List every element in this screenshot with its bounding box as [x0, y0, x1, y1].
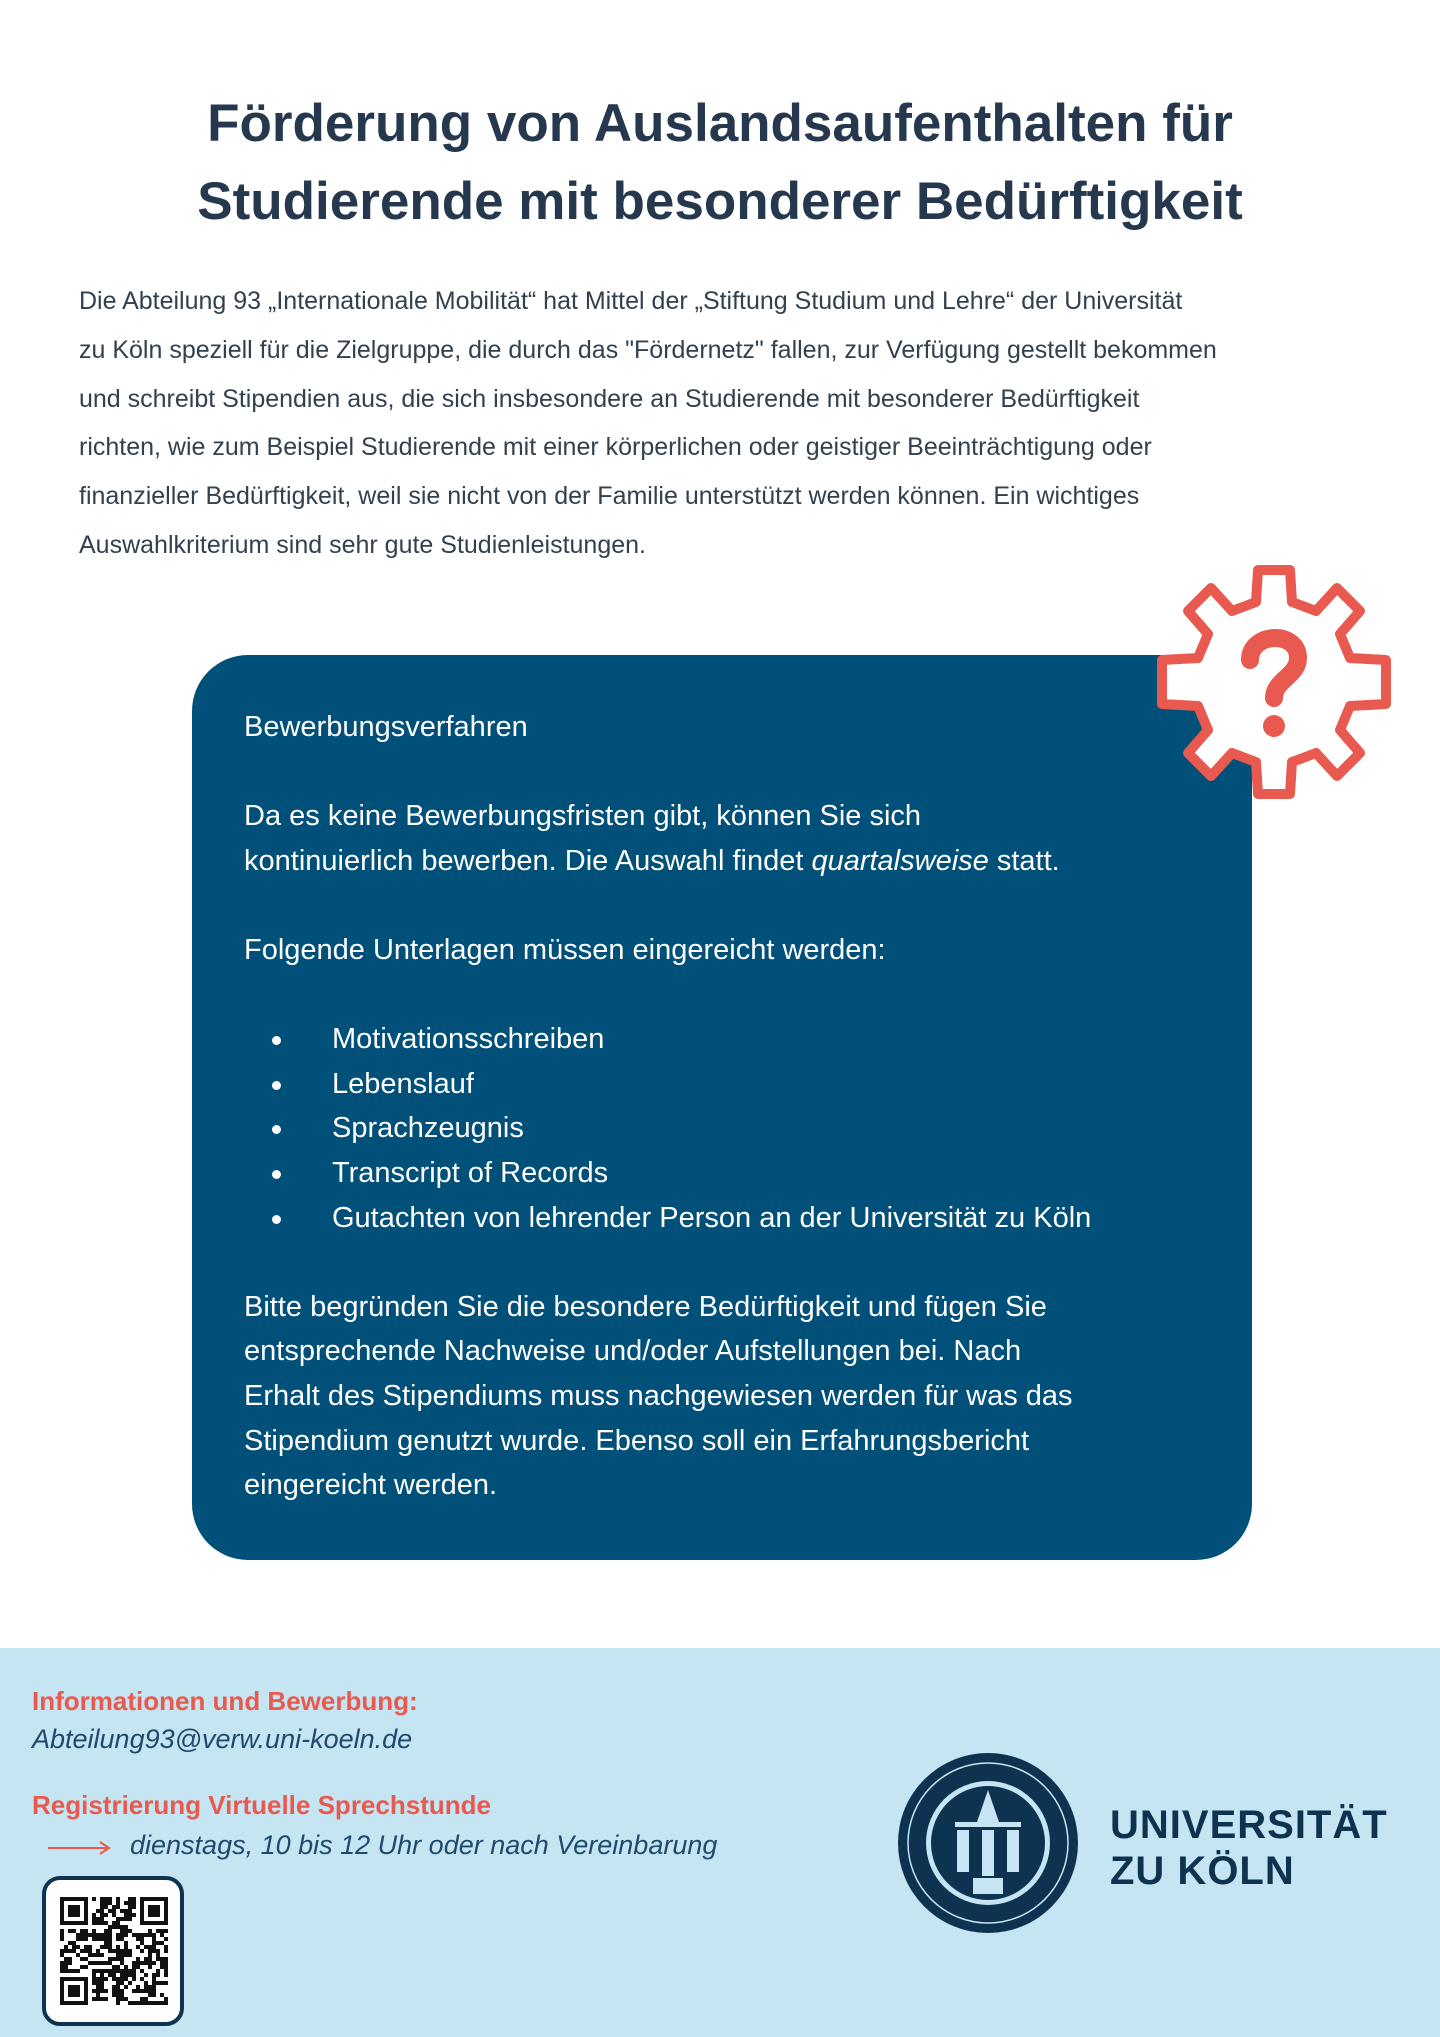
consultation-time: dienstags, 10 bis 12 Uhr oder nach Vereinbarung: [130, 1830, 718, 1860]
closing-line-1: Bitte begründen Sie die besondere Bedürftigkeit und fügen Sie: [244, 1290, 1047, 1323]
intro-line-2: zu Köln speziell für die Zielgruppe, die durch das "Fördernetz" fallen, zur Verfügung gestellt bekommen: [79, 335, 1217, 364]
title-line-1: Förderung von Auslandsaufenthalten für: [207, 94, 1233, 153]
university-wordmark: [1110, 1802, 1410, 1894]
footer: [0, 1648, 1440, 2037]
university-line-1: UNIVERSITÄT: [1110, 1803, 1388, 1847]
deadline-line-2-end: statt.: [988, 844, 1060, 877]
list-item: Lebenslauf: [244, 1062, 1200, 1107]
page-title: [100, 85, 1340, 241]
list-item: Sprachzeugnis: [244, 1106, 1200, 1151]
intro-line-6: Auswahlkriterium sind sehr gute Studienleistungen.: [79, 530, 646, 559]
gear-question-icon: [1152, 560, 1396, 804]
arrow-right-icon: [48, 1840, 112, 1856]
deadline-line-1: Da es keine Bewerbungsfristen gibt, können Sie sich: [244, 800, 922, 833]
consultation-label: Registrierung Virtuelle Sprechstunde: [32, 1790, 491, 1820]
intro-paragraph: [79, 277, 1361, 570]
documents-list: [244, 1017, 1200, 1240]
intro-line-4: richten, wie zum Beispiel Studierende mit einer körperlichen oder geistiger Beeinträchtigung oder: [79, 433, 1152, 462]
intro-line-5: finanzieller Bedürftigkeit, weil sie nicht von der Familie unterstützt werden können. Ein wichtiges: [79, 482, 1140, 511]
qr-code-icon: [60, 1897, 168, 2005]
qr-code[interactable]: [42, 1876, 184, 2026]
closing-line-2: entsprechende Nachweise und/oder Aufstellungen bei. Nach: [244, 1335, 1022, 1368]
intro-line-3: und schreibt Stipendien aus, die sich insbesondere an Studierende mit besonderer Bedürftigkeit: [79, 384, 1140, 413]
closing-line-4: Stipendium genutzt wurde. Ebenso soll ein Erfahrungsbericht: [244, 1424, 1030, 1457]
deadline-line-2-start: kontinuierlich bewerben. Die Auswahl findet: [244, 844, 812, 877]
contact-label: Informationen und Bewerbung:: [32, 1686, 418, 1716]
contact-email[interactable]: Abteilung93@verw.uni-koeln.de: [32, 1724, 413, 1754]
procedure-heading: Bewerbungsverfahren: [244, 711, 528, 743]
application-procedure-box: [192, 655, 1252, 1560]
university-line-2: ZU KÖLN: [1110, 1849, 1295, 1893]
documents-intro: Folgende Unterlagen müssen eingereicht werden:: [244, 933, 886, 966]
title-line-2: Studierende mit besonderer Bedürftigkeit: [197, 172, 1243, 231]
list-item: Transcript of Records: [244, 1151, 1200, 1196]
closing-text: [244, 1285, 1200, 1508]
closing-line-3: Erhalt des Stipendiums muss nachgewiesen werden für was das: [244, 1379, 1073, 1412]
deadline-text: [244, 794, 1200, 883]
deadline-emphasis: quartalsweise: [811, 844, 989, 877]
university-seal-icon: [895, 1750, 1081, 1936]
list-item: Gutachten von lehrender Person an der Universität zu Köln: [244, 1196, 1200, 1241]
closing-line-5: eingereicht werden.: [244, 1469, 498, 1502]
intro-line-1: Die Abteilung 93 „Internationale Mobilität“ hat Mittel der „Stiftung Studium und Lehre“ der Universität: [79, 287, 1183, 315]
list-item: Motivationsschreiben: [244, 1017, 1200, 1062]
